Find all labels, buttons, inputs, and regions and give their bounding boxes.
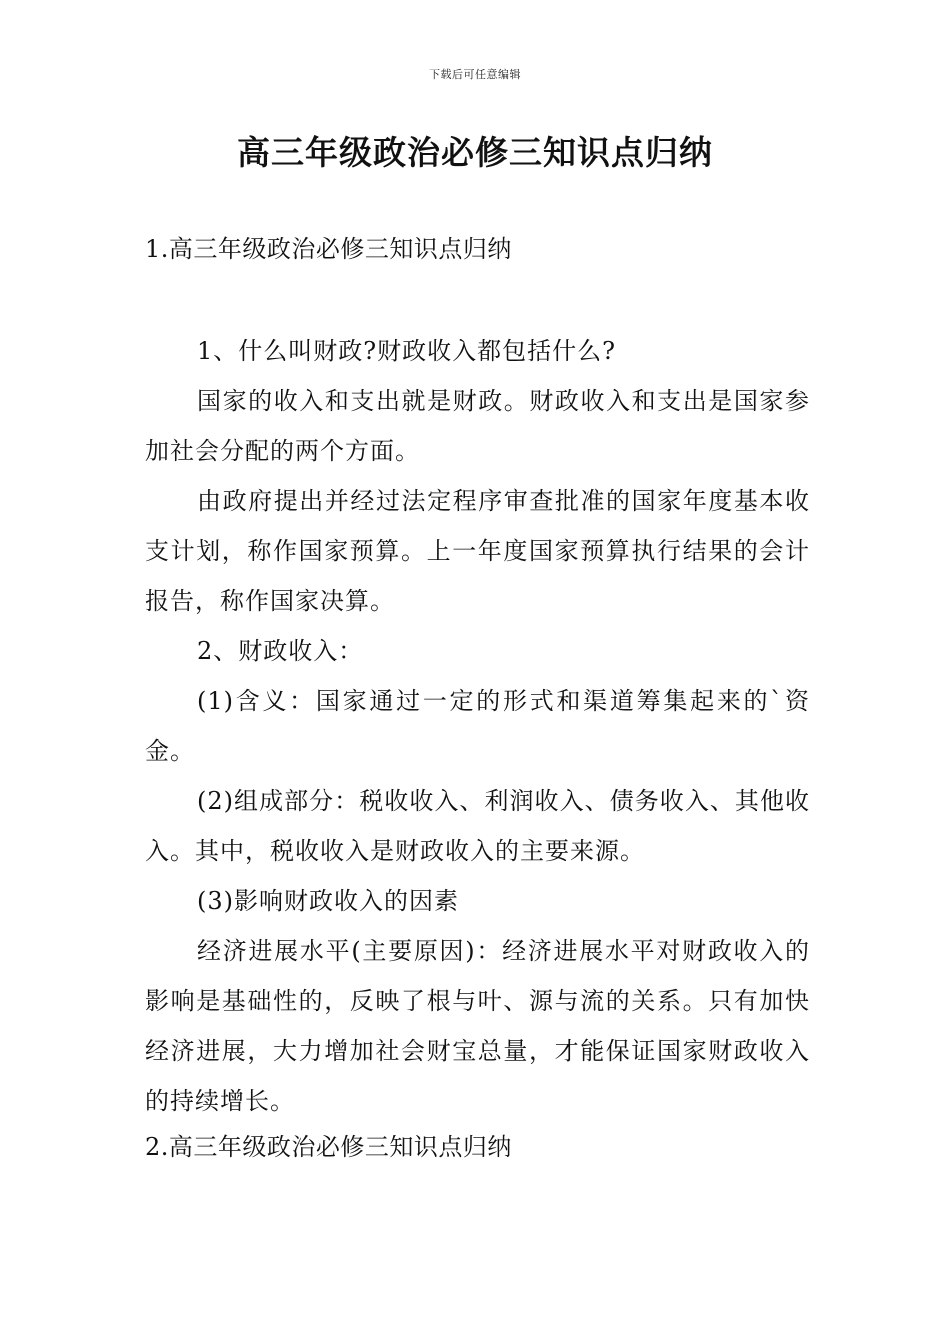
paragraph-finance-definition: 国家的收入和支出就是财政。财政收入和支出是国家参加社会分配的两个方面。 [145, 387, 810, 465]
document-title: 高三年级政治必修三知识点归纳 [237, 133, 713, 172]
paragraph-revenue-factors: (3)影响财政收入的因素 [197, 887, 459, 915]
paragraph-budget-definition: 由政府提出并经过法定程序审查批准的国家年度基本收支计划，称作国家预算。上一年度国家预算执行结果的会计报告，称作国家决算。 [145, 487, 810, 615]
paragraph-revenue-meaning: (1)含义：国家通过一定的形式和渠道筹集起来的`资金。 [145, 687, 810, 765]
section-heading-2: 2.高三年级政治必修三知识点归纳 [145, 1133, 512, 1161]
section-heading-1: 1.高三年级政治必修三知识点归纳 [145, 235, 512, 263]
header-note: 下载后可任意编辑 [429, 68, 521, 81]
document-body [145, 326, 810, 1126]
paragraph-question-1: 1、什么叫财政?财政收入都包括什么? [197, 337, 617, 365]
paragraph-heading-revenue: 2、财政收入： [197, 637, 364, 665]
paragraph-economic-development: 经济进展水平(主要原因)：经济进展水平对财政收入的影响是基础性的，反映了根与叶、源与流的关系。只有加快经济进展，大力增加社会财宝总量，才能保证国家财政收入的持续增长。 [145, 937, 810, 1115]
paragraph-revenue-components: (2)组成部分：税收收入、利润收入、债务收入、其他收入。其中，税收收入是财政收入的主要来源。 [145, 787, 810, 865]
